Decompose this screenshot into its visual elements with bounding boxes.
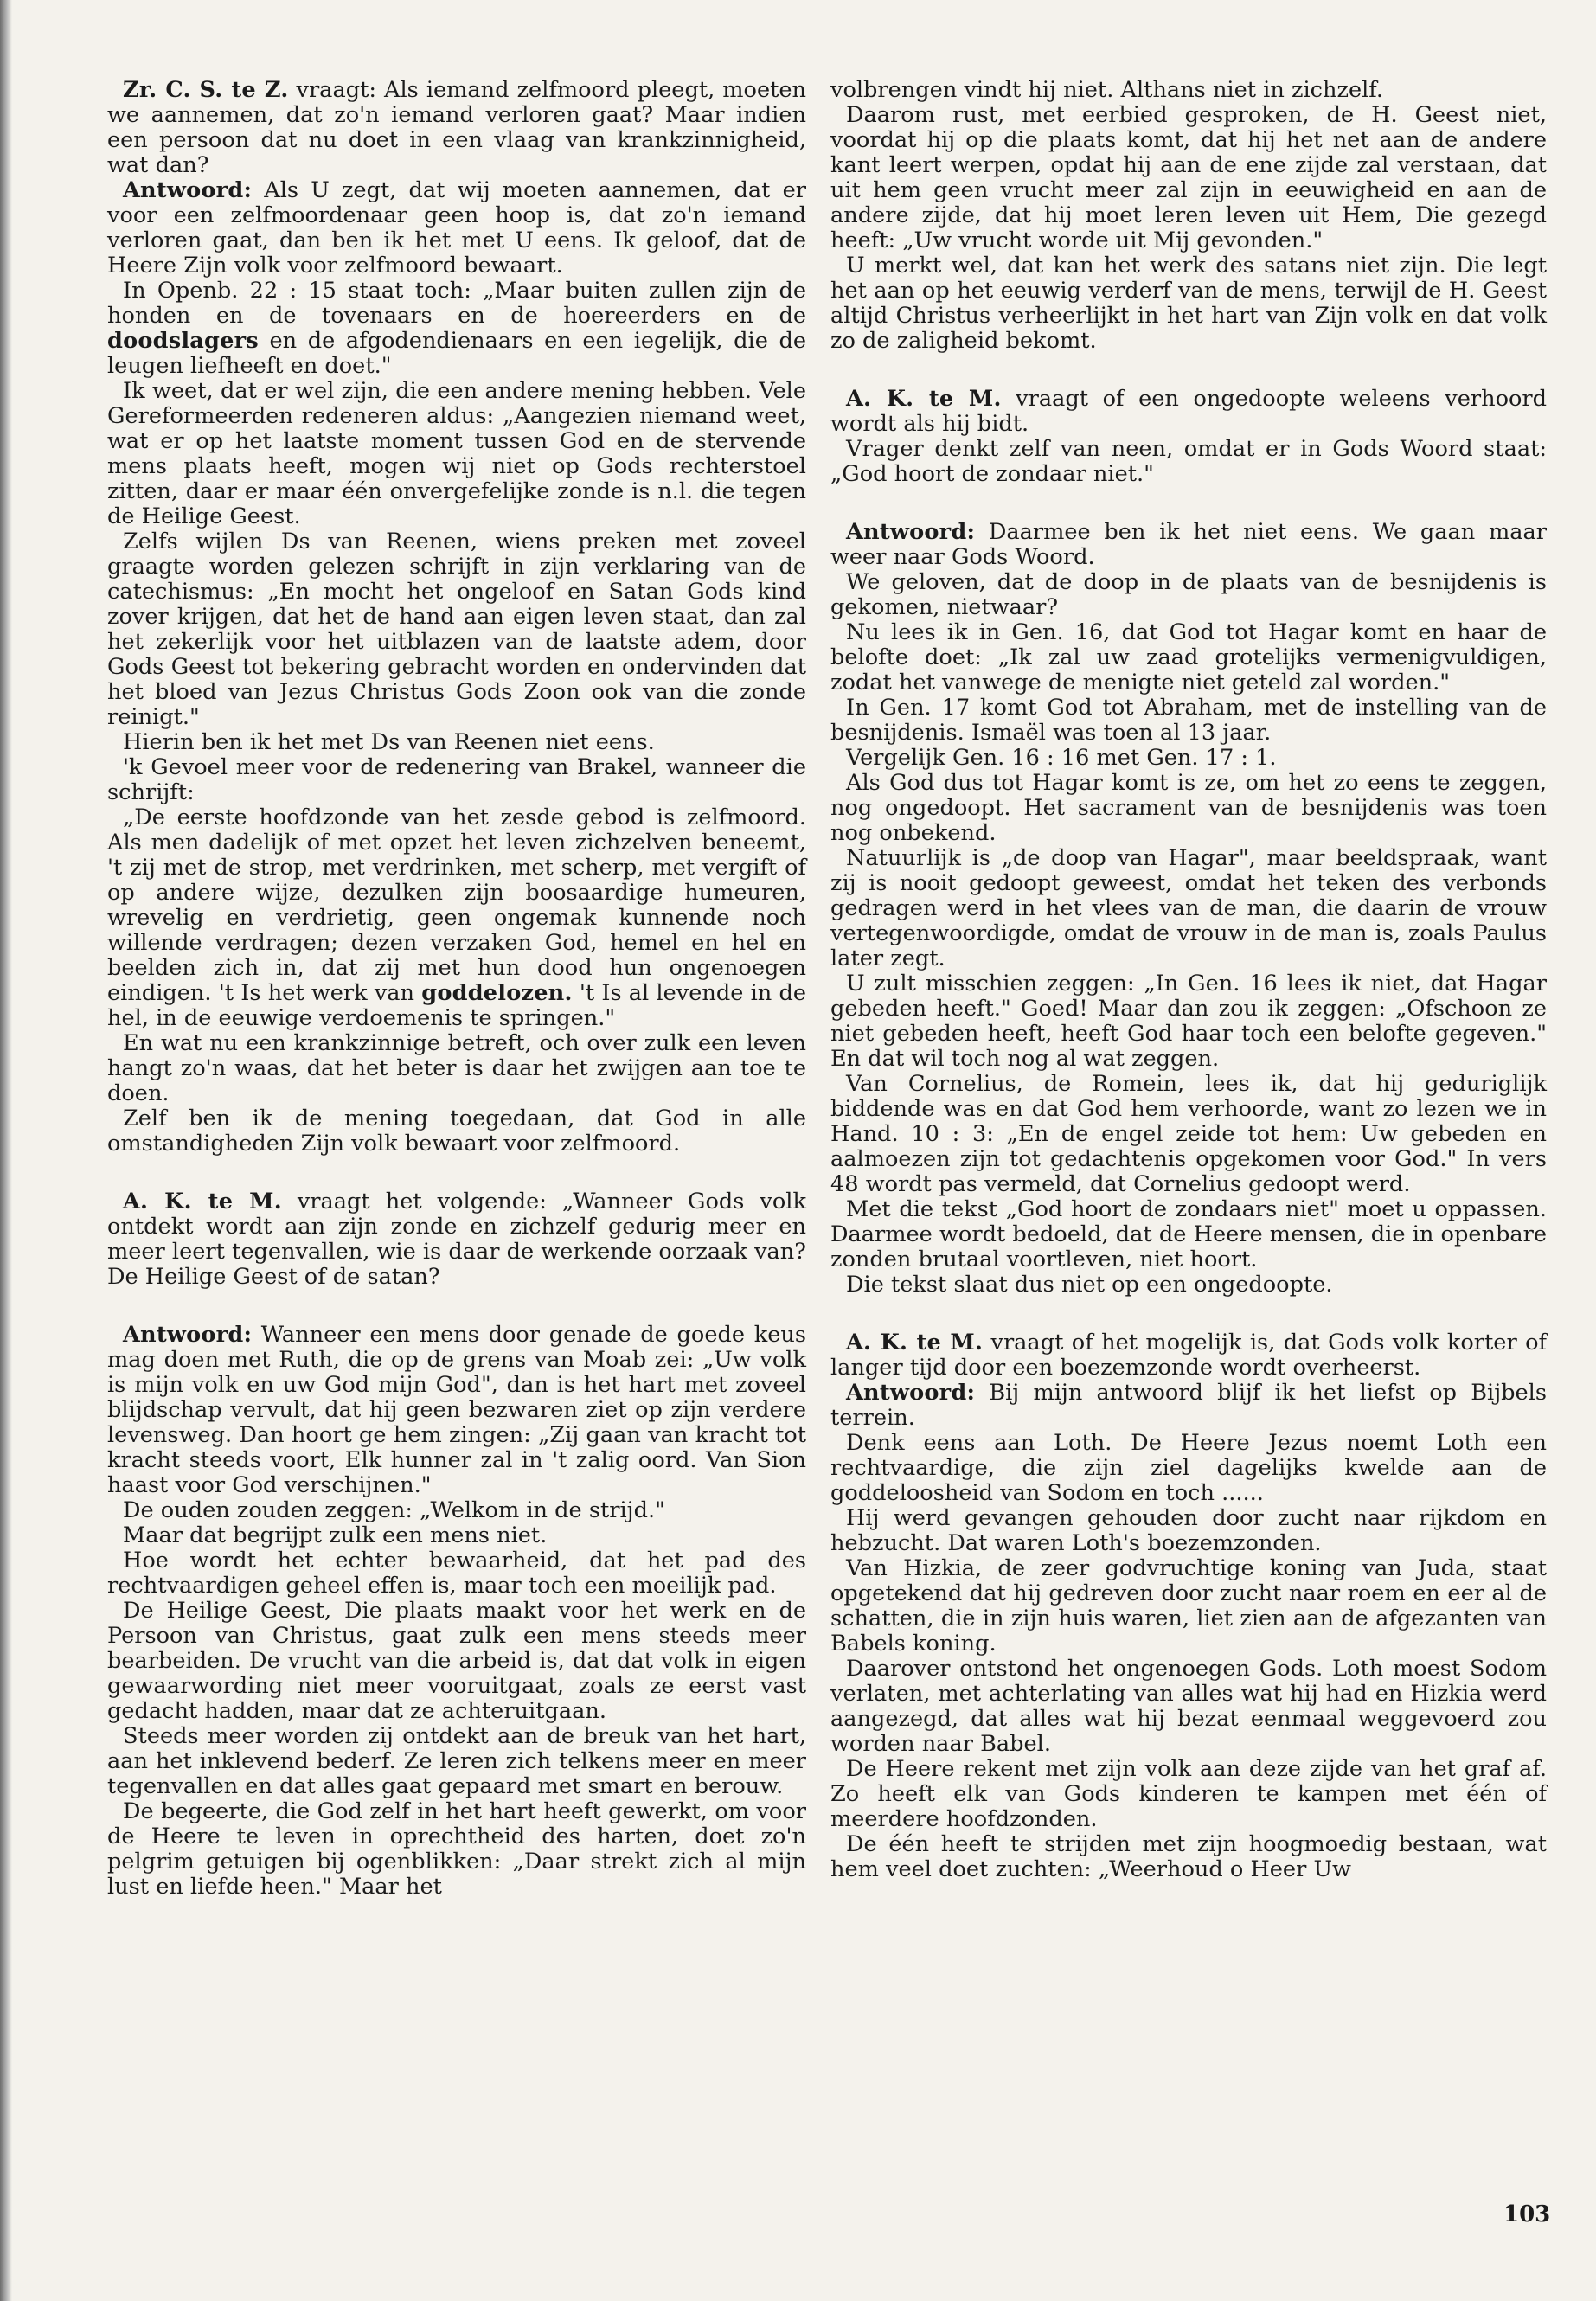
body-paragraph: „De eerste hoofdzonde van het zesde gebod is zelfmoord. Als men dadelijk of met opzet het leven zichzelven beneemt, 't zij met de strop, met verdrinken, met scherp, met vergift of op andere wijze, dezulken zijn boosaardige humeuren, wrevelig en verdrietig, geen ongemak kunnende noch willende verdragen; dezen verzaken God, hemel en hel en beelden zich in, dat zij met hun dood hun ongenoegen eindigen. 't Is het werk van goddelozen. 't Is al levende in de hel, in de eeuwige verdoemenis te springen." (107, 804, 806, 1031)
body-paragraph: Die tekst slaat dus niet op een ongedoopte. (846, 1272, 1333, 1298)
answer-label: Antwoord: (123, 1322, 253, 1348)
question-paragraph: A. K. te M. vraagt of een ongedoopte weleens verhoord wordt als hij bidt. (830, 386, 1548, 437)
body-paragraph: Ik weet, dat er wel zijn, die een andere mening hebben. Vele Gereformeerden redeneren aldus: „Aangezien niemand weet, wat er op het laatste moment tussen God en de stervende mens plaats heeft, mogen wij niet op Gods rechterstoel zitten, daar er maar één onvergefelijke zonde is n.l. die tegen de Heilige Geest. (107, 378, 806, 529)
body-paragraph: U merkt wel, dat kan het werk des satans niet zijn. Die legt het aan op het eeuwig verderf van de mens, terwijl de H. Geest altijd Christus verheerlijkt in het hart van Zijn volk en dat volk zo de zaligheid bekomt. (830, 253, 1547, 354)
body-paragraph: En wat nu een krankzinnige betreft, och over zulk een leven hangt zo'n waas, dat het beter is daar het zwijgen aan toe te doen. (107, 1030, 806, 1106)
section-gap (830, 487, 1547, 520)
body-paragraph: Denk eens aan Loth. De Heere Jezus noemt Loth een rechtvaardige, die zijn ziel dagelijks kwelde aan de goddeloosheid van Sodom en toch ...... (830, 1430, 1547, 1506)
body-paragraph: De ouden zouden zeggen: „Welkom in de strijd." (123, 1497, 665, 1523)
continued-paragraph: volbrengen vindt hij niet. Althans niet in zichzelf. (830, 77, 1383, 103)
questioner-name: A. K. te M. (846, 1330, 984, 1356)
answer-paragraph: Antwoord: Als U zegt, dat wij moeten aannemen, dat er voor een zelfmoordenaar geen hoop is, dat zo'n iemand verloren gaat, dan ben ik het met U eens. Ik geloof, dat de Heere Zijn volk voor zelfmoord bewaart. (107, 177, 806, 279)
body-paragraph: 'k Gevoel meer voor de redenering van Brakel, wanneer die schrijft: (107, 754, 806, 805)
body-paragraph: Zelf ben ik de mening toegedaan, dat God in alle omstandigheden Zijn volk bewaart voor zelfmoord. (107, 1106, 806, 1157)
body-paragraph: Van Cornelius, de Romein, lees ik, dat hij geduriglijk biddende was en dat God hem verhoorde, want zo lezen we in Hand. 10 : 3: „En de engel zeide tot hem: Uw gebeden en aalmoezen zijn tot gedachtenis opgekomen voor God." In vers 48 wordt pas vermeld, dat Cornelius gedoopt werd. (830, 1071, 1547, 1197)
body-paragraph: Met die tekst „God hoort de zondaars niet" moet u oppassen. Daarmee wordt bedoeld, dat de Heere mensen, die in openbare zonden brutaal voortleven, niet hoort. (830, 1196, 1547, 1272)
body-paragraph: In Openb. 22 : 15 staat toch: „Maar buiten zullen zijn de honden en de tovenaars en de hoereerders en de doodslagers en de afgodendienaars en een iegelijk, die de leugen liefheeft en doet." (107, 278, 806, 379)
section-gap (107, 1290, 806, 1323)
right-column (830, 78, 1547, 1882)
section-gap (830, 354, 1547, 387)
body-paragraph: Daarom rust, met eerbied gesproken, de H. Geest niet, voordat hij op die plaats komt, dat hij het net aan de andere kant leert werpen, opdat hij aan de ene zijde zal verstaan, dat uit hem geen vrucht meer zal zijn in eeuwigheid en aan de andere zijde, dat hij moet leren leven uit Hem, Die gezegd heeft: „Uw vrucht worde uit Mij gevonden." (830, 102, 1547, 253)
questioner-name: Zr. C. S. te Z. (123, 77, 289, 103)
answer-label: Antwoord: (123, 177, 253, 203)
answer-paragraph: Antwoord: Bij mijn antwoord blijf ik het liefst op Bijbels terrein. (830, 1380, 1547, 1431)
body-paragraph: Zelfs wijlen Ds van Reenen, wiens preken met zoveel graagte worden gelezen schrijft in zijn verklaring van de catechismus: „En mocht het ongeloof en Satan Gods kind zover krijgen, dat het de hand aan eigen leven staat, dan zal het zekerlijk voor het uitblazen van de laatste adem, door Gods Geest tot bekering gebracht worden en ondervinden dat het bloed van Jezus Christus Gods Zoon ook van die zonde reinigt." (107, 529, 806, 730)
section-gap (830, 1298, 1547, 1330)
body-paragraph: Maar dat begrijpt zulk een mens niet. (123, 1522, 548, 1548)
question-paragraph: Zr. C. S. te Z. vraagt: Als iemand zelfmoord pleegt, moeten we aannemen, dat zo'n iemand verloren gaat? Maar indien een persoon dat nu doet in een vlaag van krankzinnigheid, wat dan? (107, 77, 806, 178)
body-paragraph: Natuurlijk is „de doop van Hagar", maar beeldspraak, want zij is nooit gedoopt geweest, omdat het teken des verbonds gedragen werd in het vlees van de man, die daarin de vrouw vertegenwoordigde, omdat de vrouw in de man is, zoals Paulus later zegt. (830, 845, 1547, 971)
left-column (107, 78, 806, 1900)
body-paragraph: Van Hizkia, de zeer godvruchtige koning van Juda, staat opgetekend dat hij gedreven door zucht naar roem en eer al de schatten, die in zijn huis waren, liet zien aan de afgezanten van Babels koning. (830, 1555, 1547, 1657)
body-paragraph: Hoe wordt het echter bewaarheid, dat het pad des rechtvaardigen geheel effen is, maar toch een moeilijk pad. (107, 1548, 806, 1599)
question-paragraph: A. K. te M. vraagt of het mogelijk is, dat Gods volk korter of langer tijd door een boezemzonde wordt overheerst. (830, 1330, 1547, 1381)
body-paragraph: In Gen. 17 komt God tot Abraham, met de instelling van de besnijdenis. Ismaël was toen al 13 jaar. (830, 695, 1547, 746)
answer-label: Antwoord: (846, 519, 976, 545)
body-paragraph: De één heeft te strijden met zijn hoogmoedig bestaan, wat hem veel doet zuchten: „Weerhoud o Heer Uw (830, 1831, 1547, 1882)
questioner-name: A. K. te M. (123, 1189, 282, 1215)
body-paragraph: De Heilige Geest, Die plaats maakt voor het werk en de Persoon van Christus, gaat zulk een mens steeds meer bearbeiden. De vrucht van die arbeid is, dat dat volk in eigen gewaarwording niet meer vooruitgaat, zoals ze eerst vast gedacht hadden, maar dat ze achteruitgaan. (107, 1598, 806, 1724)
body-paragraph: Vergelijk Gen. 16 : 16 met Gen. 17 : 1. (846, 745, 1277, 771)
answer-paragraph: Antwoord: Daarmee ben ik het niet eens. We gaan maar weer naar Gods Woord. (830, 519, 1547, 570)
body-paragraph: Hierin ben ik het met Ds van Reenen niet eens. (123, 729, 655, 755)
body-paragraph: De begeerte, die God zelf in het hart heeft gewerkt, om voor de Heere te leven in oprechtheid des harten, doet zo'n pelgrim getuigen bij ogenblikken: „Daar strekt zich al mijn lust en liefde heen." Maar het (107, 1798, 806, 1900)
body-paragraph: Hij werd gevangen gehouden door zucht naar rijkdom en hebzucht. Dat waren Loth's boezemzonden. (830, 1505, 1547, 1556)
body-paragraph: Steeds meer worden zij ontdekt aan de breuk van het hart, aan het inklevend bederf. Ze leren zich telkens meer en meer tegenvallen en dat alles gaat gepaard met smart en berouw. (107, 1723, 806, 1799)
body-paragraph: Nu lees ik in Gen. 16, dat God tot Hagar komt en haar de belofte doet: „Ik zal uw zaad grotelijks vermenigvuldigen, zodat het vanwege de menigte niet geteld zal worden." (830, 619, 1547, 695)
scan-binding-edge (0, 0, 12, 2301)
section-gap (107, 1157, 806, 1189)
body-paragraph: U zult misschien zeggen: „In Gen. 16 lees ik niet, dat Hagar gebeden heeft." Goed! Maar dan zou ik zeggen: „Ofschoon ze niet gebeden heeft, heeft God haar toch een belofte gegeven." En dat wil toch nog al wat zeggen. (830, 971, 1547, 1072)
body-paragraph: Als God dus tot Hagar komt is ze, om het zo eens te zeggen, nog ongedoopt. Het sacrament van de besnijdenis was toen nog onbekend. (830, 770, 1547, 846)
body-paragraph: Daarover ontstond het ongenoegen Gods. Loth moest Sodom verlaten, met achterlating van alles wat hij had en Hizkia werd aangezegd, dat alles wat hij bezat eenmaal weggevoerd zou worden naar Babel. (830, 1656, 1547, 1757)
body-paragraph: Vrager denkt zelf van neen, omdat er in Gods Woord staat: „God hoort de zondaar niet." (830, 436, 1547, 487)
questioner-name: A. K. te M. (846, 386, 1002, 412)
answer-label: Antwoord: (846, 1380, 976, 1406)
question-paragraph: A. K. te M. vraagt het volgende: „Wanneer Gods volk ontdekt wordt aan zijn zonde en zichzelf gedurig meer en meer leert tegenvallen, wie is daar de werkende oorzaak van? De Heilige Geest of de satan? (107, 1189, 806, 1290)
page-number: 103 (1503, 2202, 1551, 2227)
answer-paragraph: Antwoord: Wanneer een mens door genade de goede keus mag doen met Ruth, die op de grens van Moab zei: „Uw volk is mijn volk en uw God mijn God", dan is het hart met zoveel blijdschap vervult, dat hij geen bezwaren ziet op zijn verdere levensweg. Dan hoort ge hem zingen: „Zij gaan van kracht tot kracht steeds voort, Elk hunner zal in 't zalig oord. Van Sion haast voor God verschijnen." (107, 1322, 806, 1498)
body-paragraph: We geloven, dat de doop in de plaats van de besnijdenis is gekomen, nietwaar? (830, 569, 1547, 620)
body-paragraph: De Heere rekent met zijn volk aan deze zijde van het graf af. Zo heeft elk van Gods kinderen te kampen met één of meerdere hoofdzonden. (830, 1756, 1547, 1832)
